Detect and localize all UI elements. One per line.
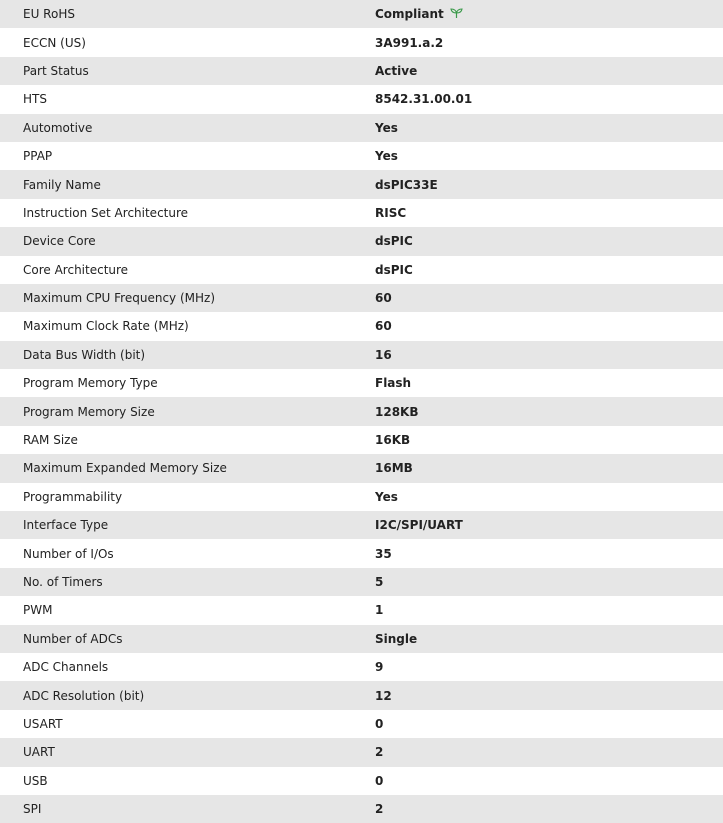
spec-value: dsPIC bbox=[375, 234, 413, 249]
spec-value: RISC bbox=[375, 205, 407, 220]
spec-label: RAM Size bbox=[23, 433, 78, 448]
spec-label: Number of I/Os bbox=[23, 546, 114, 561]
leaf-icon bbox=[450, 8, 463, 22]
spec-value: 2 bbox=[375, 745, 384, 760]
table-row bbox=[0, 284, 723, 312]
spec-value: dsPIC bbox=[375, 262, 413, 277]
spec-label: USB bbox=[23, 773, 48, 788]
spec-label: EU RoHS bbox=[23, 7, 75, 22]
spec-value: 16MB bbox=[375, 461, 413, 476]
spec-label: Interface Type bbox=[23, 518, 109, 533]
table-row bbox=[0, 426, 723, 454]
table-row bbox=[0, 142, 723, 170]
spec-label: Number of ADCs bbox=[23, 631, 123, 646]
spec-label: PWM bbox=[23, 603, 53, 618]
spec-value: 35 bbox=[375, 546, 392, 561]
spec-label: HTS bbox=[23, 92, 47, 107]
spec-label: ADC Resolution (bit) bbox=[23, 688, 145, 703]
table-row bbox=[0, 795, 723, 823]
spec-value: 0 bbox=[375, 716, 384, 731]
spec-value: Compliant bbox=[375, 6, 444, 21]
spec-value: 60 bbox=[375, 319, 392, 334]
table-row bbox=[0, 511, 723, 539]
table-row bbox=[0, 0, 723, 28]
spec-label: USART bbox=[23, 716, 63, 731]
table-row bbox=[0, 710, 723, 738]
spec-value: Active bbox=[375, 63, 418, 78]
spec-label: Programmability bbox=[23, 489, 123, 504]
spec-value: Single bbox=[375, 631, 418, 646]
table-row bbox=[0, 483, 723, 511]
table-row bbox=[0, 625, 723, 653]
spec-value: 8542.31.00.01 bbox=[375, 92, 473, 107]
spec-label: Maximum Expanded Memory Size bbox=[23, 461, 227, 476]
table-row bbox=[0, 681, 723, 709]
spec-label: Device Core bbox=[23, 234, 96, 249]
table-row bbox=[0, 341, 723, 369]
spec-label: PPAP bbox=[23, 149, 53, 164]
spec-value: 2 bbox=[375, 802, 384, 817]
spec-label: Part Status bbox=[23, 63, 89, 78]
spec-value: 1 bbox=[375, 603, 384, 618]
spec-value: Yes bbox=[375, 120, 398, 135]
table-row bbox=[0, 57, 723, 85]
spec-label: Core Architecture bbox=[23, 262, 129, 277]
spec-value: 3A991.a.2 bbox=[375, 35, 444, 50]
spec-label: UART bbox=[23, 745, 55, 760]
spec-value: 128KB bbox=[375, 404, 419, 419]
table-row bbox=[0, 312, 723, 340]
table-row bbox=[0, 738, 723, 766]
table-row bbox=[0, 767, 723, 795]
spec-value-cell bbox=[375, 0, 723, 28]
spec-label: Family Name bbox=[23, 177, 101, 192]
table-row bbox=[0, 28, 723, 56]
spec-value: dsPIC33E bbox=[375, 177, 438, 192]
spec-label: Maximum CPU Frequency (MHz) bbox=[23, 291, 215, 306]
table-row bbox=[0, 596, 723, 624]
spec-value: Yes bbox=[375, 489, 398, 504]
table-row bbox=[0, 85, 723, 113]
table-row bbox=[0, 539, 723, 567]
table-row bbox=[0, 170, 723, 198]
table-row bbox=[0, 653, 723, 681]
spec-label: No. of Timers bbox=[23, 575, 103, 589]
table-row bbox=[0, 397, 723, 425]
spec-value: 5 bbox=[375, 575, 384, 589]
table-row bbox=[0, 199, 723, 227]
spec-label: Automotive bbox=[23, 120, 93, 135]
spec-label: Program Memory Size bbox=[23, 404, 155, 419]
table-row bbox=[0, 114, 723, 142]
spec-label: Instruction Set Architecture bbox=[23, 205, 189, 220]
spec-value: 9 bbox=[375, 660, 384, 675]
spec-value: 16 bbox=[375, 347, 392, 362]
spec-value: 16KB bbox=[375, 433, 411, 448]
table-row bbox=[0, 369, 723, 397]
spec-value: 0 bbox=[375, 773, 384, 788]
spec-value: Flash bbox=[375, 376, 412, 391]
table-row bbox=[0, 454, 723, 482]
spec-value: 12 bbox=[375, 688, 392, 703]
spec-value: I2C/SPI/UART bbox=[375, 518, 463, 533]
spec-label: ECCN (US) bbox=[23, 35, 86, 50]
spec-label: SPI bbox=[23, 802, 42, 817]
table-row bbox=[0, 256, 723, 284]
spec-label: ADC Channels bbox=[23, 660, 109, 675]
spec-value: Yes bbox=[375, 149, 398, 164]
table-row bbox=[0, 568, 723, 596]
spec-value: 60 bbox=[375, 291, 392, 306]
spec-label: Maximum Clock Rate (MHz) bbox=[23, 319, 189, 334]
spec-label: Program Memory Type bbox=[23, 376, 158, 391]
table-row bbox=[0, 227, 723, 255]
spec-label: Data Bus Width (bit) bbox=[23, 347, 146, 362]
